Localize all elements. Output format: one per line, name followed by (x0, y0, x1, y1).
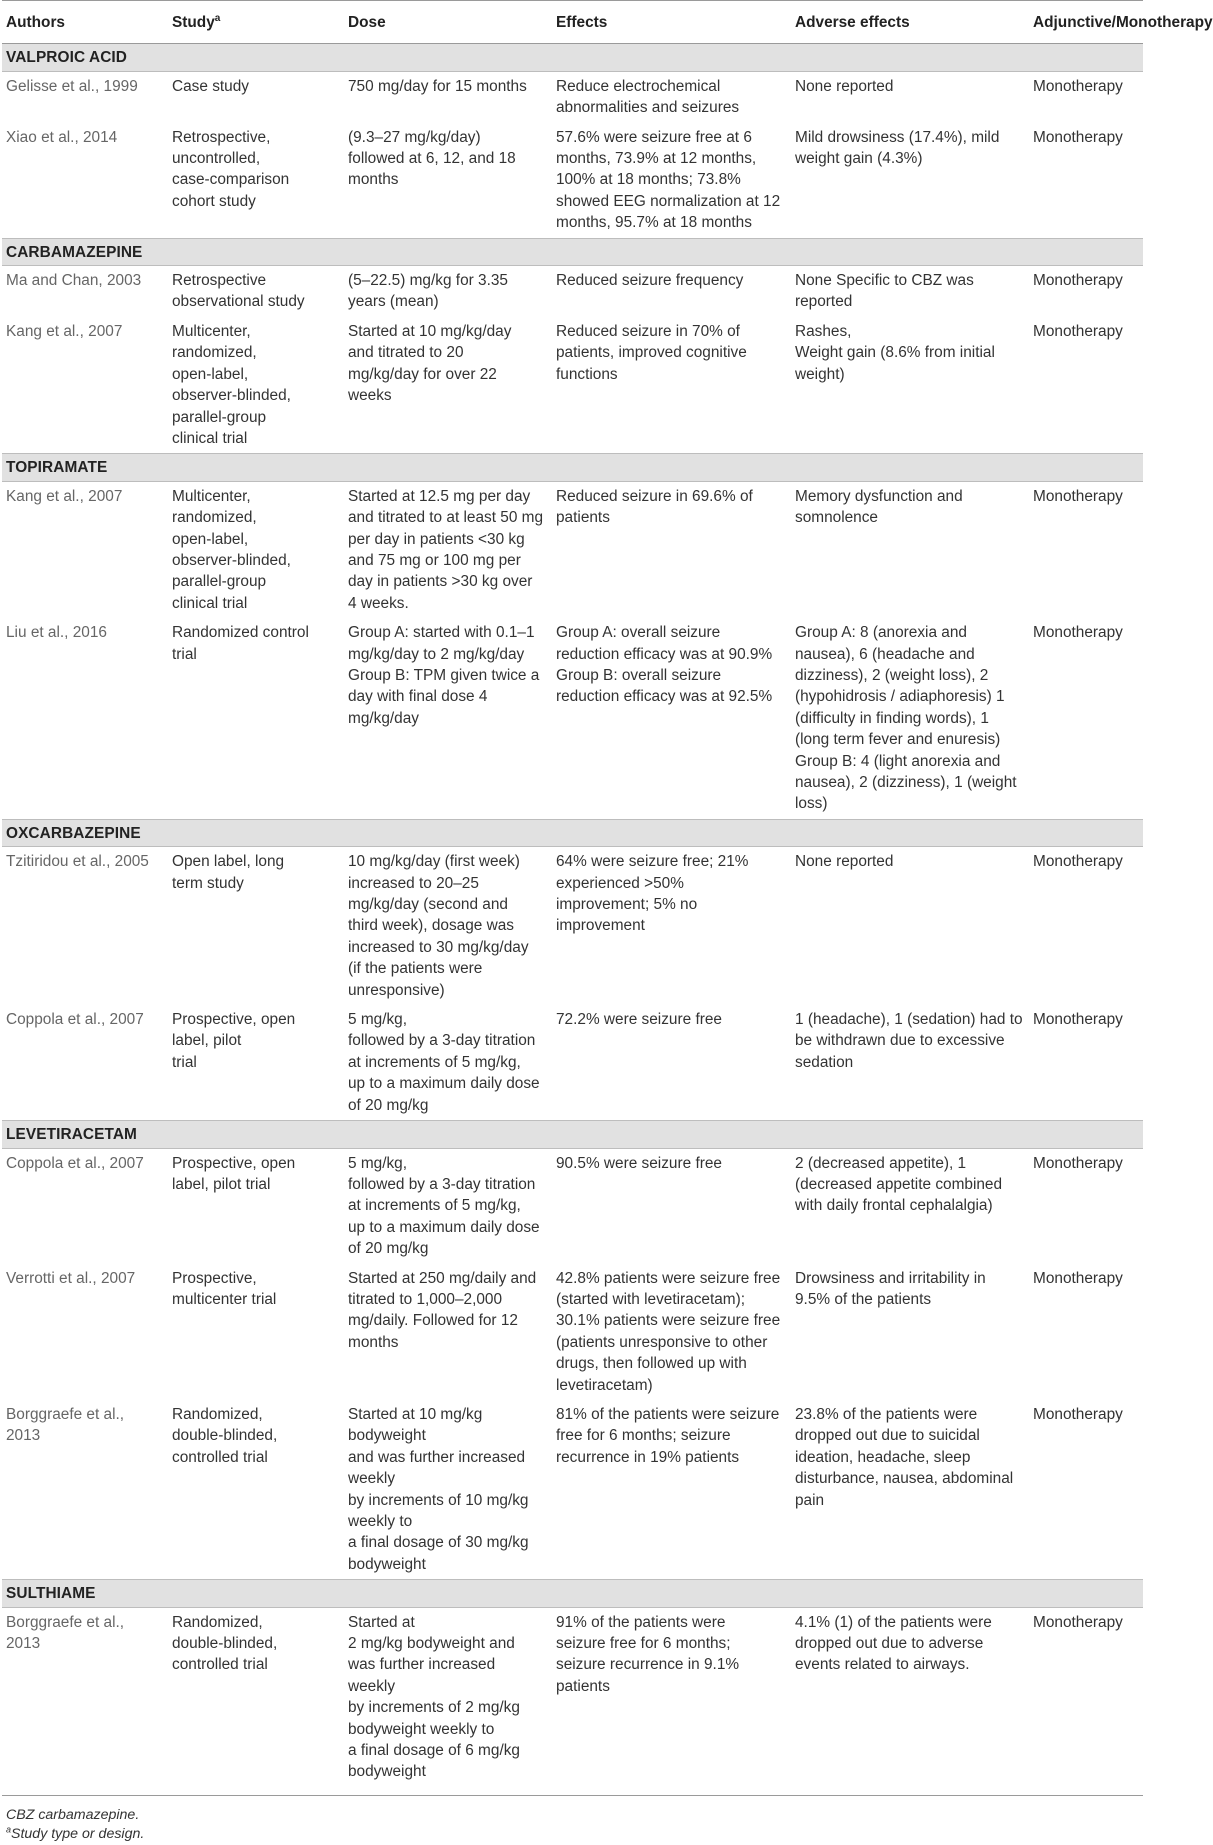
cell-line: Reduced seizure in 69.6% of (556, 487, 753, 505)
cell-line: titrated to 1,000–2,000 (348, 1290, 503, 1308)
cell-study (168, 123, 344, 239)
cell-line: Reduce electrochemical (556, 77, 721, 95)
cell-line: day in patients >30 kg over (348, 573, 533, 591)
cell-line: mg/kg/day for over 22 (348, 365, 497, 383)
cell-line: of 20 mg/kg (348, 1096, 429, 1114)
cell-line: Memory dysfunction and (795, 487, 963, 505)
cell-line: experienced >50% (556, 874, 684, 892)
cell-dose (344, 1005, 552, 1121)
cell-line: be withdrawn due to excessive (795, 1032, 1005, 1050)
cell-line: and was further increased (348, 1448, 526, 1466)
cell-adverse-effects (791, 481, 1029, 618)
cell-line: Group A: 8 (anorexia and (795, 624, 967, 642)
section-row (2, 1580, 1143, 1607)
table-row (2, 1400, 1143, 1580)
cell-line: levetiracetam) (556, 1376, 653, 1394)
cell-effects (552, 1005, 791, 1121)
table-row (2, 618, 1143, 819)
cell-line: None reported (795, 77, 894, 95)
cell-line: patients, improved cognitive (556, 344, 747, 362)
footnote-abbreviation: CBZ carbamazepine. (6, 1806, 140, 1823)
cell-authors (2, 481, 168, 618)
cell-line: 2013 (6, 1427, 41, 1445)
cell-authors (2, 317, 168, 454)
cell-line: open-label, (172, 365, 249, 383)
table-row (2, 481, 1143, 618)
cell-line: events related to airways. (795, 1656, 970, 1674)
table-row (2, 1005, 1143, 1121)
cell-adverse-effects (791, 123, 1029, 239)
cell-dose (344, 847, 552, 1005)
cell-effects (552, 1607, 791, 1795)
cell-line: 5 mg/kg, (348, 1154, 408, 1172)
cell-line: Started at 10 mg/kg (348, 1405, 483, 1423)
cell-line: Drowsiness and irritability in (795, 1269, 986, 1287)
cell-line: Group A: overall seizure (556, 624, 721, 642)
header-effects: Effects (552, 1, 791, 44)
cell-line: bodyweight weekly to (348, 1720, 495, 1738)
cell-line: by increments of 10 mg/kg (348, 1491, 529, 1509)
table-row (2, 847, 1143, 1005)
cell-line: Prospective, open (172, 1011, 296, 1029)
section-title: LEVETIRACETAM (2, 1121, 1143, 1148)
cell-line: Multicenter, (172, 487, 251, 505)
section-title: TOPIRAMATE (2, 454, 1143, 481)
cell-line: mg/kg/day (348, 709, 420, 727)
cell-line: increased to 20–25 (348, 874, 479, 892)
cell-line: mg/kg/day (second and (348, 896, 508, 914)
cell-line: Multicenter, (172, 322, 251, 340)
cell-effects (552, 1148, 791, 1264)
cell-therapy: Monotherapy (1029, 1607, 1143, 1795)
cell-line: Kang et al., 2007 (6, 487, 123, 505)
cell-line: per day in patients <30 kg (348, 530, 525, 548)
header-study: Study$^a$ (168, 1, 344, 44)
cell-authors (2, 266, 168, 317)
cell-line: with daily frontal cephalalgia) (795, 1197, 993, 1215)
cell-therapy: Monotherapy (1033, 77, 1123, 95)
cell-line: Rashes, (795, 322, 852, 340)
cell-adverse-effects (791, 1005, 1029, 1121)
cell-line: label, pilot trial (172, 1175, 271, 1193)
cell-line: Xiao et al., 2014 (6, 128, 118, 146)
cell-line: reduction efficacy was at 92.5% (556, 688, 773, 706)
cell-line: Mild drowsiness (17.4%), mild (795, 128, 1000, 146)
cell-line: drugs, then followed up with (556, 1355, 747, 1373)
header-dose: Dose (344, 1, 552, 44)
cell-line: disturbance, nausea, abdominal (795, 1470, 1014, 1488)
cell-dose (344, 1264, 552, 1400)
cell-line: 57.6% were seizure free at 6 (556, 128, 752, 146)
section-title: SULTHIAME (2, 1580, 1143, 1607)
drug-studies-table (2, 0, 1213, 1796)
header-adverse-effects: Adverse effects (791, 1, 1029, 44)
cell-line: (9.3–27 mg/kg/day) (348, 128, 481, 146)
cell-line: Ma and Chan, 2003 (6, 272, 142, 290)
cell-authors (2, 1264, 168, 1400)
cell-authors (2, 1607, 168, 1795)
cell-line: functions (556, 365, 618, 383)
cell-line: nausea), 6 (headache and (795, 645, 975, 663)
cell-therapy: Monotherapy (1033, 1269, 1123, 1287)
cell-line: 4 weeks. (348, 594, 409, 612)
cell-line: months (348, 171, 399, 189)
cell-line: Started at 12.5 mg per day (348, 487, 531, 505)
cell-line: reported (795, 293, 853, 311)
cell-line: Liu et al., 2016 (6, 624, 107, 642)
cell-adverse-effects (791, 1400, 1029, 1580)
cell-therapy: Monotherapy (1033, 853, 1123, 871)
cell-line: trial (172, 645, 197, 663)
cell-line: recurrence in 19% patients (556, 1448, 740, 1466)
cell-line: Borggraefe et al., (6, 1613, 125, 1631)
cell-line: was further increased (348, 1656, 496, 1674)
cell-authors (2, 618, 168, 819)
cell-line: improvement; 5% no (556, 896, 698, 914)
cell-line: months (348, 1333, 399, 1351)
cell-line: weight gain (4.3%) (795, 150, 923, 168)
cell-line: and 75 mg or 100 mg per (348, 551, 521, 569)
table-row (2, 1264, 1143, 1400)
cell-line: Kang et al., 2007 (6, 322, 123, 340)
cell-study (168, 71, 344, 122)
cell-line: (hypohidrosis / adiaphoresis) 1 (795, 688, 1005, 706)
cell-line: Verrotti et al., 2007 (6, 1269, 136, 1287)
cell-dose (344, 71, 552, 122)
cell-line: dropped out due to suicidal (795, 1427, 980, 1445)
cell-dose (344, 1148, 552, 1264)
cell-therapy: Monotherapy (1033, 624, 1123, 642)
cell-line: Retrospective, (172, 128, 271, 146)
cell-adverse-effects (791, 71, 1029, 122)
header-therapy: Adjunctive/Monotherapy (1029, 1, 1143, 44)
cell-effects (552, 71, 791, 122)
cell-line: Coppola et al., 2007 (6, 1154, 144, 1172)
cell-line: weight) (795, 365, 845, 383)
cell-line: Case study (172, 77, 249, 95)
cell-line: observer-blinded, (172, 551, 291, 569)
cell-line: 30.1% patients were seizure free (556, 1312, 781, 1330)
cell-study (168, 1148, 344, 1264)
cell-line: case-comparison (172, 171, 290, 189)
cell-line: Started at 250 mg/daily and (348, 1269, 537, 1287)
cell-line: and titrated to at least 50 mg (348, 509, 544, 527)
cell-line: 42.8% patients were seizure free (556, 1269, 781, 1287)
cell-line: pain (795, 1491, 825, 1509)
cell-line: (patients unresponsive to other (556, 1333, 768, 1351)
cell-authors (2, 71, 168, 122)
cell-line: Gelisse et al., 1999 (6, 77, 138, 95)
cell-line: 2 (decreased appetite), 1 (795, 1154, 967, 1172)
cell-line: up to a maximum daily dose (348, 1075, 540, 1093)
cell-line: third week), dosage was (348, 917, 514, 935)
table-body (2, 44, 1143, 1795)
cell-line: sedation (795, 1053, 854, 1071)
cell-line: mg/kg/day to 2 mg/kg/day (348, 645, 525, 663)
cell-line: seizure free for 6 months; (556, 1635, 731, 1653)
cell-line: Group A: started with 0.1–1 (348, 624, 535, 642)
cell-line: 1 (headache), 1 (sedation) had to (795, 1011, 1023, 1029)
cell-line: bodyweight (348, 1427, 426, 1445)
section-row (2, 238, 1143, 265)
cell-line: open-label, (172, 530, 249, 548)
cell-line: observational study (172, 293, 305, 311)
cell-line: free for 6 months; seizure (556, 1427, 731, 1445)
cell-line: seizure recurrence in 9.1% (556, 1656, 740, 1674)
cell-line: showed EEG normalization at 12 (556, 192, 781, 210)
cell-dose (344, 317, 552, 454)
section-row (2, 819, 1143, 846)
cell-line: of 20 mg/kg (348, 1240, 429, 1258)
cell-effects (552, 618, 791, 819)
section-row (2, 1121, 1143, 1148)
cell-authors (2, 1148, 168, 1264)
cell-line: Group B: TPM given twice a (348, 666, 540, 684)
cell-line: Group B: overall seizure (556, 666, 722, 684)
cell-dose (344, 481, 552, 618)
cell-effects (552, 1264, 791, 1400)
cell-line: dizziness), 2 (weight loss), 2 (795, 666, 989, 684)
cell-line: Tzitiridou et al., 2005 (6, 853, 149, 871)
cell-line: multicenter trial (172, 1290, 277, 1308)
cell-line: weekly (348, 1677, 396, 1695)
cell-line: term study (172, 874, 244, 892)
cell-line: Retrospective (172, 272, 267, 290)
cell-therapy: Monotherapy (1033, 1154, 1123, 1172)
cell-line: 64% were seizure free; 21% (556, 853, 749, 871)
section-title: CARBAMAZEPINE (2, 238, 1143, 265)
cell-therapy: Monotherapy (1033, 322, 1123, 340)
header-study-footnote-marker: a (214, 12, 221, 24)
cell-study (168, 266, 344, 317)
cell-line: bodyweight (348, 1555, 426, 1573)
cell-line: Weight gain (8.6% from initial (795, 344, 995, 362)
header-authors: Authors (2, 1, 168, 44)
cell-line: randomized, (172, 344, 257, 362)
cell-line: by increments of 2 mg/kg (348, 1699, 520, 1717)
cell-study (168, 1400, 344, 1580)
cell-line: Started at 10 mg/kg/day (348, 322, 512, 340)
cell-line: cohort study (172, 192, 256, 210)
table-row (2, 71, 1143, 122)
table-row (2, 317, 1143, 454)
cell-authors (2, 1400, 168, 1580)
cell-line: increased to 30 mg/kg/day (348, 938, 529, 956)
cell-line: trial (172, 1053, 197, 1071)
cell-line: months, 73.9% at 12 months, (556, 150, 757, 168)
cell-study (168, 618, 344, 819)
cell-line: Reduced seizure in 70% of (556, 322, 740, 340)
cell-line: months, 95.7% at 18 months (556, 214, 752, 232)
cell-line: (difficulty in finding words), 1 (795, 709, 989, 727)
cell-line: a final dosage of 30 mg/kg (348, 1534, 529, 1552)
cell-line: loss) (795, 795, 828, 813)
cell-therapy: Monotherapy (1033, 487, 1123, 505)
cell-effects (552, 123, 791, 239)
cell-adverse-effects (791, 618, 1029, 819)
cell-therapy: Monotherapy (1033, 1011, 1123, 1029)
table-row (2, 1607, 1143, 1795)
cell-line: Reduced seizure frequency (556, 272, 744, 290)
cell-line: None Specific to CBZ was (795, 272, 974, 290)
cell-adverse-effects (791, 317, 1029, 454)
cell-therapy: Monotherapy (1033, 128, 1123, 146)
cell-line: improvement (556, 917, 645, 935)
cell-line: 91% of the patients were (556, 1613, 726, 1631)
table-row (2, 266, 1143, 317)
cell-dose (344, 1607, 552, 1795)
cell-line: 72.2% were seizure free (556, 1011, 722, 1029)
cell-line: uncontrolled, (172, 150, 261, 168)
cell-adverse-effects (791, 1148, 1029, 1264)
cell-line: dropped out due to adverse (795, 1635, 984, 1653)
cell-effects (552, 1400, 791, 1580)
cell-line: Group B: 4 (light anorexia and (795, 752, 1001, 770)
header-row (2, 1, 1143, 44)
cell-line: Open label, long (172, 853, 285, 871)
cell-study (168, 317, 344, 454)
cell-study (168, 481, 344, 618)
cell-therapy: Monotherapy (1033, 272, 1123, 290)
cell-line: (started with levetiracetam); (556, 1290, 746, 1308)
section-title: OXCARBAZEPINE (2, 819, 1143, 846)
cell-line: 2 mg/kg bodyweight and (348, 1635, 515, 1653)
cell-study (168, 1264, 344, 1400)
cell-line: weekly (348, 1470, 396, 1488)
cell-line: (decreased appetite combined (795, 1175, 1003, 1193)
cell-effects (552, 847, 791, 1005)
cell-line: followed by a 3-day titration (348, 1175, 536, 1193)
cell-line: double-blinded, (172, 1427, 278, 1445)
cell-adverse-effects (791, 1264, 1029, 1400)
section-title: VALPROIC ACID (2, 44, 1143, 71)
cell-line: randomized, (172, 509, 257, 527)
cell-line: Randomized, (172, 1613, 263, 1631)
cell-line: weekly to (348, 1513, 413, 1530)
cell-authors (2, 1005, 168, 1121)
cell-line: parallel-group (172, 408, 267, 426)
footnote-study-type: $^a$Study type or design. (6, 1824, 145, 1843)
cell-line: Randomized control (172, 624, 309, 642)
cell-line: 2013 (6, 1635, 41, 1653)
cell-line: label, pilot (172, 1032, 242, 1050)
cell-line: 100% at 18 months; 73.8% (556, 171, 741, 189)
table-header (2, 1, 1213, 44)
table-footnotes (2, 1796, 1143, 1845)
cell-line: unresponsive) (348, 981, 445, 999)
cell-line: 90.5% were seizure free (556, 1154, 722, 1172)
cell-line: followed by a 3-day titration (348, 1032, 536, 1050)
cell-line: at increments of 5 mg/kg, (348, 1053, 521, 1071)
cell-line: years (mean) (348, 293, 439, 311)
cell-line: a final dosage of 6 mg/kg (348, 1742, 520, 1760)
cell-adverse-effects (791, 847, 1029, 1005)
cell-line: clinical trial (172, 594, 248, 612)
cell-authors (2, 847, 168, 1005)
cell-line: Started at (348, 1613, 415, 1631)
cell-dose (344, 266, 552, 317)
table-row (2, 1148, 1143, 1264)
cell-adverse-effects (791, 1607, 1029, 1795)
cell-authors (2, 123, 168, 239)
cell-dose (344, 1400, 552, 1580)
cell-adverse-effects (791, 266, 1029, 317)
cell-study (168, 1607, 344, 1795)
cell-line: patients (556, 509, 610, 527)
cell-line: followed at 6, 12, and 18 (348, 150, 516, 168)
cell-line: None reported (795, 853, 894, 871)
cell-line: ideation, headache, sleep (795, 1448, 971, 1466)
cell-study (168, 847, 344, 1005)
cell-line: clinical trial (172, 429, 248, 447)
cell-line: day with final dose 4 (348, 688, 488, 706)
cell-line: observer-blinded, (172, 387, 291, 405)
cell-line: Borggraefe et al., (6, 1405, 125, 1423)
cell-line: 750 mg/day for 15 months (348, 77, 527, 95)
cell-line: somnolence (795, 509, 878, 527)
section-row (2, 454, 1143, 481)
cell-effects (552, 481, 791, 618)
cell-line: Randomized, (172, 1405, 263, 1423)
cell-effects (552, 266, 791, 317)
cell-dose (344, 123, 552, 239)
cell-study (168, 1005, 344, 1121)
cell-line: 23.8% of the patients were (795, 1405, 978, 1423)
cell-line: 10 mg/kg/day (first week) (348, 853, 520, 871)
cell-line: (if the patients were (348, 960, 483, 978)
cell-line: patients (556, 1677, 610, 1695)
cell-dose (344, 618, 552, 819)
cell-line: bodyweight (348, 1763, 426, 1781)
cell-line: (long term fever and enuresis) (795, 731, 1001, 749)
cell-line: Prospective, open (172, 1154, 296, 1172)
cell-therapy: Monotherapy (1033, 1405, 1123, 1423)
cell-line: double-blinded, (172, 1635, 278, 1653)
cell-line: 9.5% of the patients (795, 1290, 932, 1308)
cell-line: 81% of the patients were seizure (556, 1405, 780, 1423)
cell-line: and titrated to 20 (348, 344, 464, 362)
cell-line: controlled trial (172, 1656, 268, 1674)
section-row (2, 44, 1143, 71)
cell-effects (552, 317, 791, 454)
cell-line: Coppola et al., 2007 (6, 1011, 144, 1029)
cell-line: up to a maximum daily dose (348, 1218, 540, 1236)
cell-line: at increments of 5 mg/kg, (348, 1197, 521, 1215)
cell-line: abnormalities and seizures (556, 99, 740, 117)
table-row (2, 123, 1143, 239)
cell-line: 5 mg/kg, (348, 1011, 408, 1029)
cell-line: (5–22.5) mg/kg for 3.35 (348, 272, 508, 290)
cell-line: controlled trial (172, 1448, 268, 1466)
cell-line: weeks (348, 387, 392, 405)
cell-line: reduction efficacy was at 90.9% (556, 645, 773, 663)
cell-line: parallel-group (172, 573, 267, 591)
cell-line: 4.1% (1) of the patients were (795, 1613, 992, 1631)
cell-line: nausea), 2 (dizziness), 1 (weight (795, 774, 1017, 791)
cell-line: Prospective, (172, 1269, 257, 1287)
cell-line: mg/daily. Followed for 12 (348, 1312, 518, 1330)
